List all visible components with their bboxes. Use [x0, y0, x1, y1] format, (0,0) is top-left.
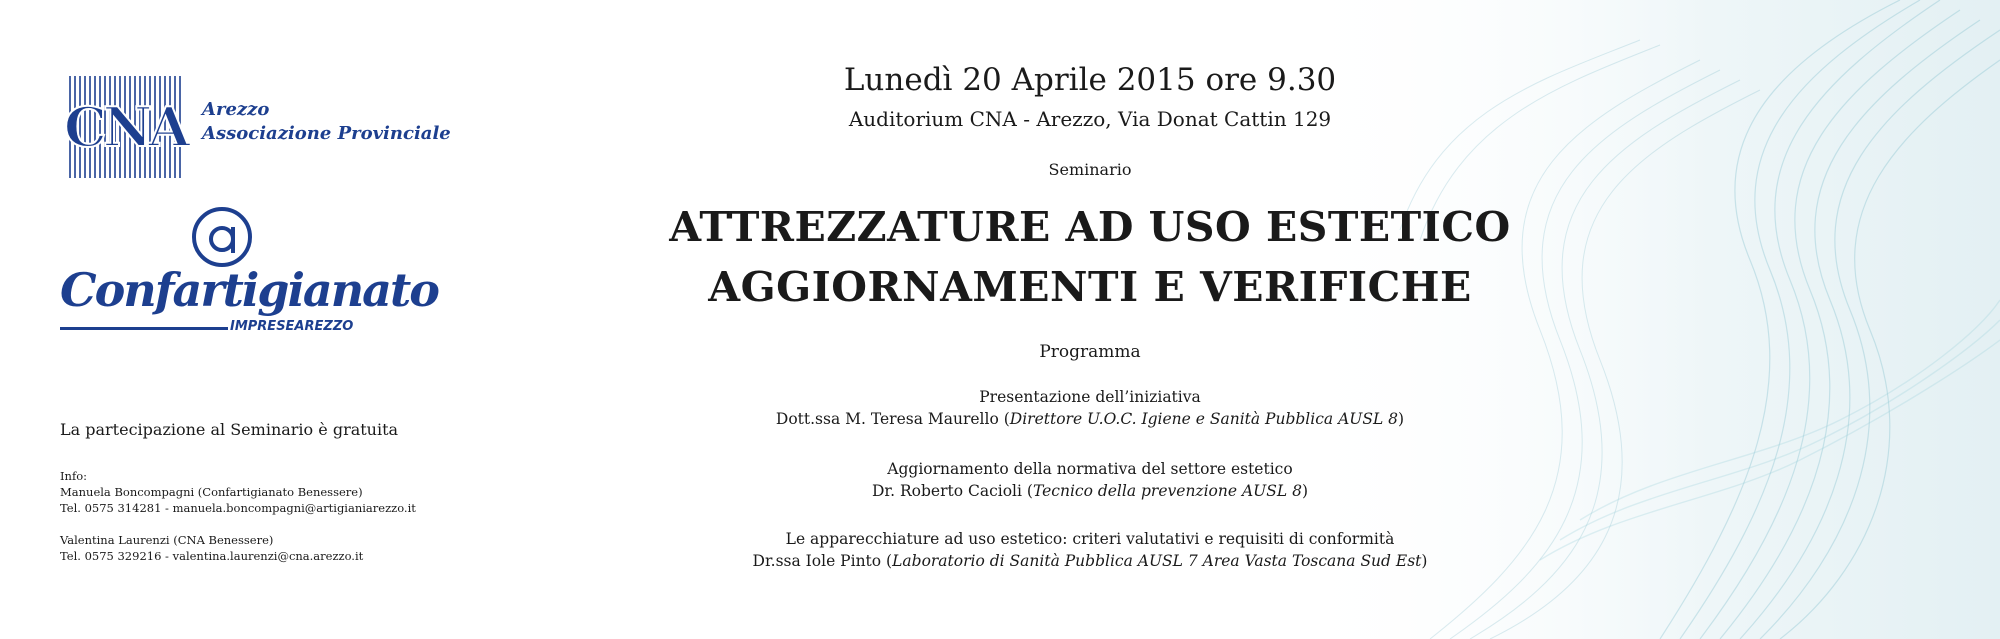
cna-city: Arezzo [202, 99, 270, 120]
free-participation-note: La partecipazione al Seminario è gratuita [60, 420, 399, 439]
confartigianato-logo [60, 205, 438, 340]
cna-logo [60, 68, 451, 188]
at-symbol-icon [190, 205, 254, 269]
program-item [550, 458, 1630, 502]
program-topic: Le apparecchiature ad uso estetico: criteri valutativi e requisiti di conformità [785, 530, 1395, 548]
program-speaker-line: Dott.ssa M. Teresa Maurello (Direttore U.O.C. Igiene e Sanità Pubblica AUSL 8) [775, 410, 1405, 428]
contact2-name: Valentina Laurenzi (CNA Benessere) [60, 533, 274, 547]
program-speaker: Dott.ssa M. Teresa Maurello [775, 410, 1004, 428]
contact1-phone-email: Tel. 0575 314281 - manuela.boncompagni@artigianiarezzo.it [60, 501, 416, 515]
cna-association: Associazione Provinciale [202, 123, 451, 144]
program-item [550, 528, 1630, 572]
confartigianato-underline [60, 327, 228, 330]
event-title [550, 197, 1630, 317]
program-speaker-line: Dr. Roberto Cacioli (Tecnico della prevenzione AUSL 8) [872, 482, 1308, 500]
contact-info [60, 468, 416, 564]
program-speaker-line: Dr.ssa Iole Pinto (Laboratorio di Sanità Pubblica AUSL 7 Area Vasta Toscana Sud Est) [752, 552, 1428, 570]
title-line-2: AGGIORNAMENTI E VERIFICHE [708, 263, 1472, 311]
contact2-phone-email: Tel. 0575 329216 - valentina.laurenzi@cna.arezzo.it [60, 549, 364, 563]
title-line-1: ATTREZZATURE AD USO ESTETICO [669, 203, 1511, 251]
program-topic: Presentazione dell’iniziativa [979, 388, 1201, 406]
event-date: Lunedì 20 Aprile 2015 ore 9.30 [843, 62, 1337, 98]
svg-text:CNA: CNA [63, 95, 187, 159]
info-label: Info: [60, 469, 88, 483]
contact1-name: Manuela Boncompagni (Confartigianato Benessere) [60, 485, 363, 499]
cna-logo-mark [60, 68, 190, 186]
program-speaker-role: Direttore U.O.C. Igiene e Sanità Pubblica AUSL 8 [1009, 410, 1399, 428]
program-heading: Programma [1039, 342, 1141, 362]
program-speaker-role: Laboratorio di Sanità Pubblica AUSL 7 Area Vasta Toscana Sud Est [892, 552, 1422, 570]
program-speaker-role: Tecnico della prevenzione AUSL 8 [1032, 482, 1302, 500]
confartigianato-wordmark: Confartigianato [60, 263, 438, 317]
program-speaker: Dr. Roberto Cacioli [872, 482, 1027, 500]
seminar-label: Seminario [1048, 160, 1132, 179]
program-item [550, 386, 1630, 430]
program-speaker: Dr.ssa Iole Pinto [752, 552, 887, 570]
cna-logo-text [202, 98, 451, 146]
event-location: Auditorium CNA - Arezzo, Via Donat Cattin 129 [848, 107, 1332, 131]
program-topic: Aggiornamento della normativa del settore estetico [887, 460, 1293, 478]
confartigianato-subtitle: IMPRESEAREZZO [230, 319, 354, 334]
